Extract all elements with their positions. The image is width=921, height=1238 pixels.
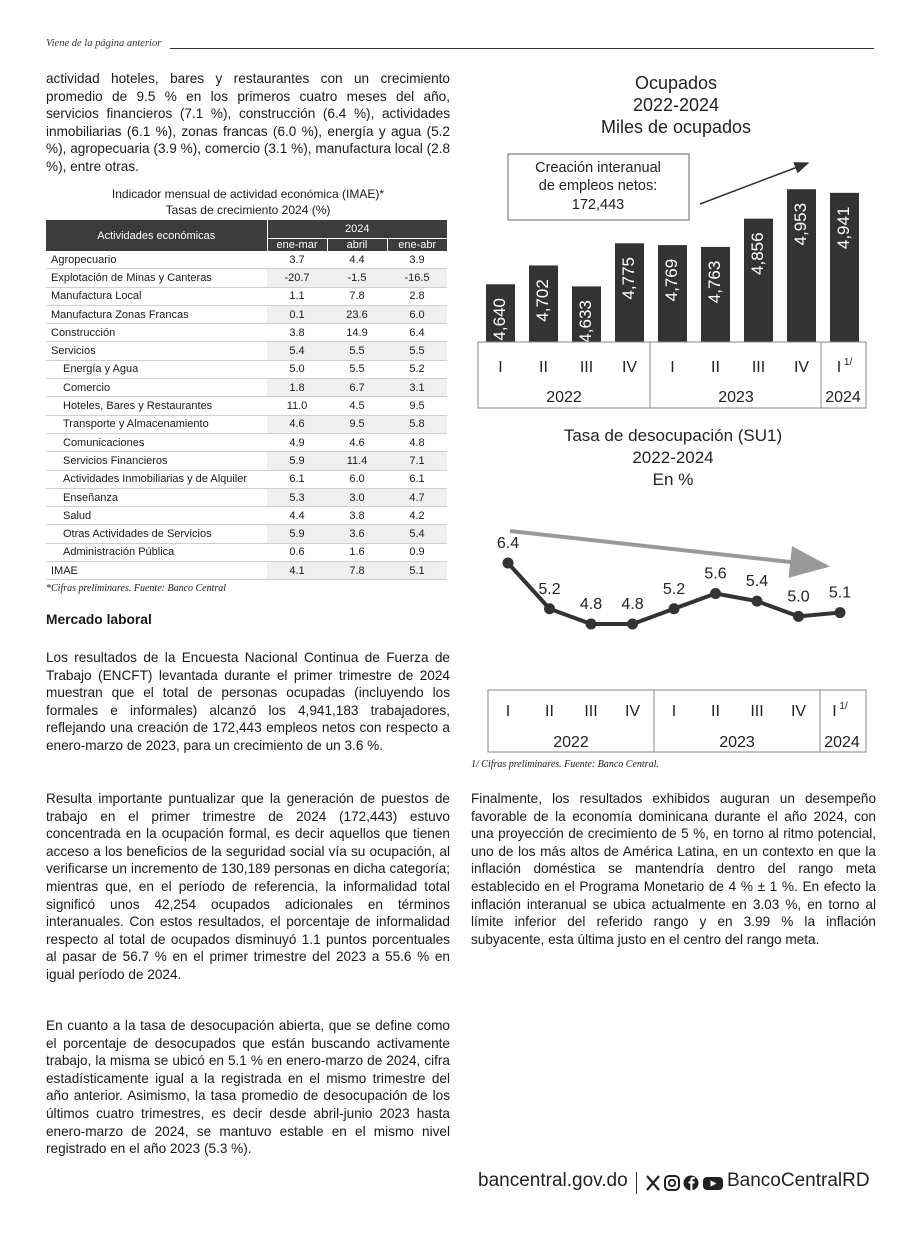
- x-tick-label: IV: [793, 359, 810, 376]
- table-subtitle: Tasas de crecimiento 2024 (%): [165, 203, 331, 217]
- instagram-icon[interactable]: [665, 1176, 679, 1190]
- trend-arrow: [510, 531, 826, 566]
- bar-value-label: 4,640: [489, 298, 509, 341]
- chart-title: Ocupados: [634, 73, 718, 93]
- row-value: 5.1: [387, 562, 447, 580]
- body-paragraph: Resulta importante puntualizar que la generación de puestos de trabajo en el primer trimestre de 2024 (172,443) estuvo concentrada en la ocupación formal, es decir aquellos que tienen acceso a los beneficios de la seguridad social vía su ocupación, al verificarse un incremento de 130,189 personas en dicha categoría; mientras que, en el período de referencia, la informalidad total significó unos 42,254 ocupados adicionales en términos interanuales. Con estos resultados, el porcentaje de informalidad respecto al total de ocupados disminuyó 1.1 puntos porcentuales al pasar de 56.7 % en el primer trimestre del 2023 a 55.6 % en igual período de 2024.: [46, 791, 450, 982]
- x-tick-label: II: [711, 703, 720, 720]
- row-value: 4.6: [327, 433, 387, 451]
- year-label: 2023: [719, 734, 755, 751]
- row-name: Servicios: [46, 342, 267, 360]
- data-label: 4.8: [621, 596, 644, 613]
- row-value: 1.1: [267, 287, 327, 305]
- row-value: 4.8: [387, 433, 447, 451]
- row-value: 2.8: [387, 287, 447, 305]
- chart-unit: En %: [652, 470, 694, 489]
- x-tick-label: III: [750, 703, 764, 720]
- row-name: Servicios Financieros: [46, 452, 267, 470]
- row-value: 3.9: [387, 251, 447, 269]
- row-name: Construcción: [46, 324, 267, 342]
- row-value: 0.9: [387, 543, 447, 561]
- row-value: 4.9: [267, 433, 327, 451]
- data-label: 4.8: [579, 596, 603, 613]
- row-value: -1.5: [327, 269, 387, 287]
- row-value: 7.1: [387, 452, 447, 470]
- row-value: 6.0: [327, 470, 387, 488]
- row-value: 4.4: [267, 507, 327, 525]
- x-tick-label: III: [579, 359, 594, 376]
- row-name: IMAE: [46, 562, 267, 580]
- row-name: Salud: [46, 507, 267, 525]
- row-name: Comercio: [46, 379, 267, 397]
- row-name: Enseñanza: [46, 488, 267, 506]
- data-label: 5.6: [704, 565, 727, 583]
- chart-note: 1/ Cifras preliminares. Fuente: Banco Central.: [471, 759, 659, 770]
- row-value: 5.2: [387, 360, 447, 378]
- x-tick-label: IV: [624, 703, 641, 720]
- row-value: 4.2: [387, 507, 447, 525]
- data-point: [752, 596, 763, 607]
- row-value: 3.1: [387, 379, 447, 397]
- year-label: 2024: [824, 734, 860, 751]
- x-tick-label: I $^{1/}$: [836, 357, 853, 376]
- facebook-icon[interactable]: [684, 1176, 699, 1192]
- header-col-ene-mar: ene-mar: [267, 239, 327, 252]
- row-name: Hoteles, Bares y Restaurantes: [46, 397, 267, 415]
- row-value: -20.7: [267, 269, 327, 287]
- chart-unit: Miles de ocupados: [600, 117, 752, 137]
- data-label: 5.4: [745, 573, 769, 591]
- data-label: 5.2: [662, 580, 686, 598]
- bar-value-label: 4,769: [661, 258, 681, 302]
- row-value: 5.5: [327, 360, 387, 378]
- year-label: 2024: [825, 389, 861, 406]
- x-tick-label: III: [751, 359, 766, 376]
- row-value: -16.5: [387, 269, 447, 287]
- data-point: [544, 603, 555, 614]
- row-value: 3.0: [327, 488, 387, 506]
- row-value: 6.1: [387, 470, 447, 488]
- x-tick-label: I: [671, 703, 677, 720]
- body-paragraph: Los resultados de la Encuesta Nacional Continua de Fuerza de Trabajo (ENCFT) levantada durante el primer trimestre de 2024 muestran que el total de personas ocupadas (incluyendo los formales e informales) alcanzó los 4,941,183 trabajadores, reflejando una creación de 172,443 empleos netos con respecto a enero-marzo de 2023, para un crecimiento de un 3.6 %.: [46, 650, 450, 753]
- row-value: 11.0: [267, 397, 327, 415]
- row-value: 5.4: [267, 342, 327, 360]
- row-name: Energía y Agua: [46, 360, 267, 378]
- row-value: 3.6: [327, 525, 387, 543]
- row-name: Explotación de Minas y Canteras: [46, 269, 267, 287]
- header-year: 2024: [267, 220, 447, 239]
- row-name: Administración Pública: [46, 543, 267, 561]
- row-name: Manufactura Zonas Francas: [46, 305, 267, 323]
- annotation-line: Creación interanual: [535, 160, 661, 176]
- row-name: Otras Actividades de Servicios: [46, 525, 267, 543]
- row-value: 5.0: [267, 360, 327, 378]
- section-heading: Mercado laboral: [46, 612, 152, 627]
- row-value: 5.9: [267, 525, 327, 543]
- x-tick-label: II: [539, 359, 548, 376]
- row-value: 1.6: [327, 543, 387, 561]
- row-value: 1.8: [267, 379, 327, 397]
- row-value: 4.5: [327, 397, 387, 415]
- row-value: 9.5: [327, 415, 387, 433]
- data-label: 5.1: [828, 584, 852, 602]
- row-value: 9.5: [387, 397, 447, 415]
- x-tick-label: I: [505, 703, 511, 720]
- bar-value-label: 4,941: [833, 206, 853, 250]
- row-value: 6.1: [267, 470, 327, 488]
- bar-value-label: 4,856: [747, 232, 767, 275]
- chart-title: Tasa de desocupación (SU1): [563, 426, 783, 445]
- table-note: *Cifras preliminares. Fuente: Banco Central: [46, 583, 227, 594]
- data-label: 5.0: [787, 588, 810, 606]
- row-value: 3.8: [327, 507, 387, 525]
- x-icon[interactable]: [647, 1176, 659, 1190]
- row-name: Transporte y Almacenamiento: [46, 415, 267, 433]
- social-icons: [645, 1173, 725, 1198]
- data-label: 6.4: [496, 535, 520, 552]
- bar-value-label: 4,633: [575, 300, 595, 343]
- row-value: 7.8: [327, 287, 387, 305]
- header-col-ene-abr: ene-abr: [387, 239, 447, 252]
- row-value: 4.6: [267, 415, 327, 433]
- year-label: 2022: [553, 734, 589, 751]
- chart-subtitle: 2022-2024: [632, 448, 714, 467]
- row-value: 6.7: [327, 379, 387, 397]
- data-point: [503, 558, 514, 569]
- bar-value-label: 4,763: [704, 260, 724, 304]
- header-activity: Actividades económicas: [46, 220, 267, 251]
- table-title: Indicador mensual de actividad económica (IMAE)*: [111, 187, 385, 201]
- x-tick-label: IV: [790, 703, 807, 720]
- row-value: 5.9: [267, 452, 327, 470]
- x-tick-label: I: [670, 359, 675, 376]
- row-value: 7.8: [327, 562, 387, 580]
- data-point: [586, 619, 597, 630]
- annotation-line: de empleos netos:: [538, 178, 658, 194]
- row-value: 3.8: [267, 324, 327, 342]
- header-col-abril: abril: [327, 239, 387, 252]
- row-name: Manufactura Local: [46, 287, 267, 305]
- row-value: 0.1: [267, 305, 327, 323]
- final-paragraph: Finalmente, los resultados exhibidos auguran un desempeño favorable de la economía dominicana durante el año 2024, con una proyección de crecimiento de 5 %, en torno al ritmo potencial, uno de los más altos de América Latina, en un contexto en que la inflación doméstica se mantendría dentro del rango meta establecido en el Programa Monetario de 4 % ± 1 %. En efecto la inflación interanual se ubica actualmente en 3.03 %, en torno al límite inferior del referido rango y en 3.99 % la inflación subyacente, esta última justo en el centro del rango meta.: [471, 791, 876, 947]
- year-label: 2022: [546, 389, 582, 406]
- x-tick-label: II: [545, 703, 554, 720]
- data-point: [627, 619, 638, 630]
- bar-value-label: 4,702: [532, 279, 552, 322]
- data-label: 5.2: [538, 580, 561, 598]
- bar-value-label: 4,953: [790, 202, 810, 246]
- row-value: 0.6: [267, 543, 327, 561]
- intro-paragraph: actividad hoteles, bares y restaurantes con un crecimiento promedio de 9.5 % en los primeros cuatro meses del año, servicios financieros (7.1 %), construcción (6.4 %), actividades inmobiliarias (6.1 %), zonas francas (6.0 %), energía y agua (5.2 %), agropecuaria (3.9 %), comercio (3.1 %), manufactura local (2.8 %), entre otras.: [46, 71, 450, 174]
- social-handle[interactable]: BancoCentralRD: [727, 1170, 870, 1191]
- row-value: 5.3: [267, 488, 327, 506]
- x-tick-label: I: [498, 359, 503, 376]
- bar-value-label: 4,775: [618, 257, 638, 300]
- footer-separator: [636, 1172, 637, 1194]
- row-value: 14.9: [327, 324, 387, 342]
- row-value: 6.4: [387, 324, 447, 342]
- row-value: 5.5: [387, 342, 447, 360]
- row-value: 4.7: [387, 488, 447, 506]
- row-value: 6.0: [387, 305, 447, 323]
- row-name: Comunicaciones: [46, 433, 267, 451]
- year-label: 2023: [718, 389, 754, 406]
- website-link[interactable]: bancentral.gov.do: [478, 1170, 628, 1191]
- data-point: [710, 588, 721, 599]
- row-value: 5.8: [387, 415, 447, 433]
- row-value: 4.1: [267, 562, 327, 580]
- row-name: Actividades Inmobiliarias y de Alquiler: [46, 470, 267, 488]
- x-axis-box: [488, 690, 866, 752]
- row-name: Agropecuario: [46, 251, 267, 269]
- row-value: 5.4: [387, 525, 447, 543]
- row-value: 3.7: [267, 251, 327, 269]
- annotation-line: 172,443: [571, 197, 625, 213]
- row-value: 4.4: [327, 251, 387, 269]
- chart-subtitle: 2022-2024: [632, 95, 720, 115]
- data-point: [669, 603, 680, 614]
- x-tick-label: IV: [621, 359, 638, 376]
- youtube-icon[interactable]: [703, 1177, 723, 1190]
- continued-note: Viene de la página anterior: [46, 38, 162, 49]
- x-tick-label: III: [584, 703, 598, 720]
- row-value: 5.5: [327, 342, 387, 360]
- data-point: [793, 611, 804, 622]
- body-paragraph: En cuanto a la tasa de desocupación abierta, que se define como el porcentaje de desocupados que están buscando activamente trabajo, la misma se ubicó en 5.1 % en enero-marzo de 2024, cifra estadísticamente igual a la registrada en el mismo trimestre del año anterior. Asimismo, la tasa promedio de desocupación de los últimos cuatro trimestres, es decir desde abril-junio 2023 hasta enero-marzo de 2024, se mantuvo estable en el mismo nivel registrado en el año 2023 (5.3 %).: [46, 1018, 450, 1157]
- row-value: 23.6: [327, 305, 387, 323]
- x-tick-label: I $^{1/}$: [832, 701, 848, 720]
- row-value: 11.4: [327, 452, 387, 470]
- x-tick-label: II: [711, 359, 720, 376]
- data-point: [835, 607, 846, 618]
